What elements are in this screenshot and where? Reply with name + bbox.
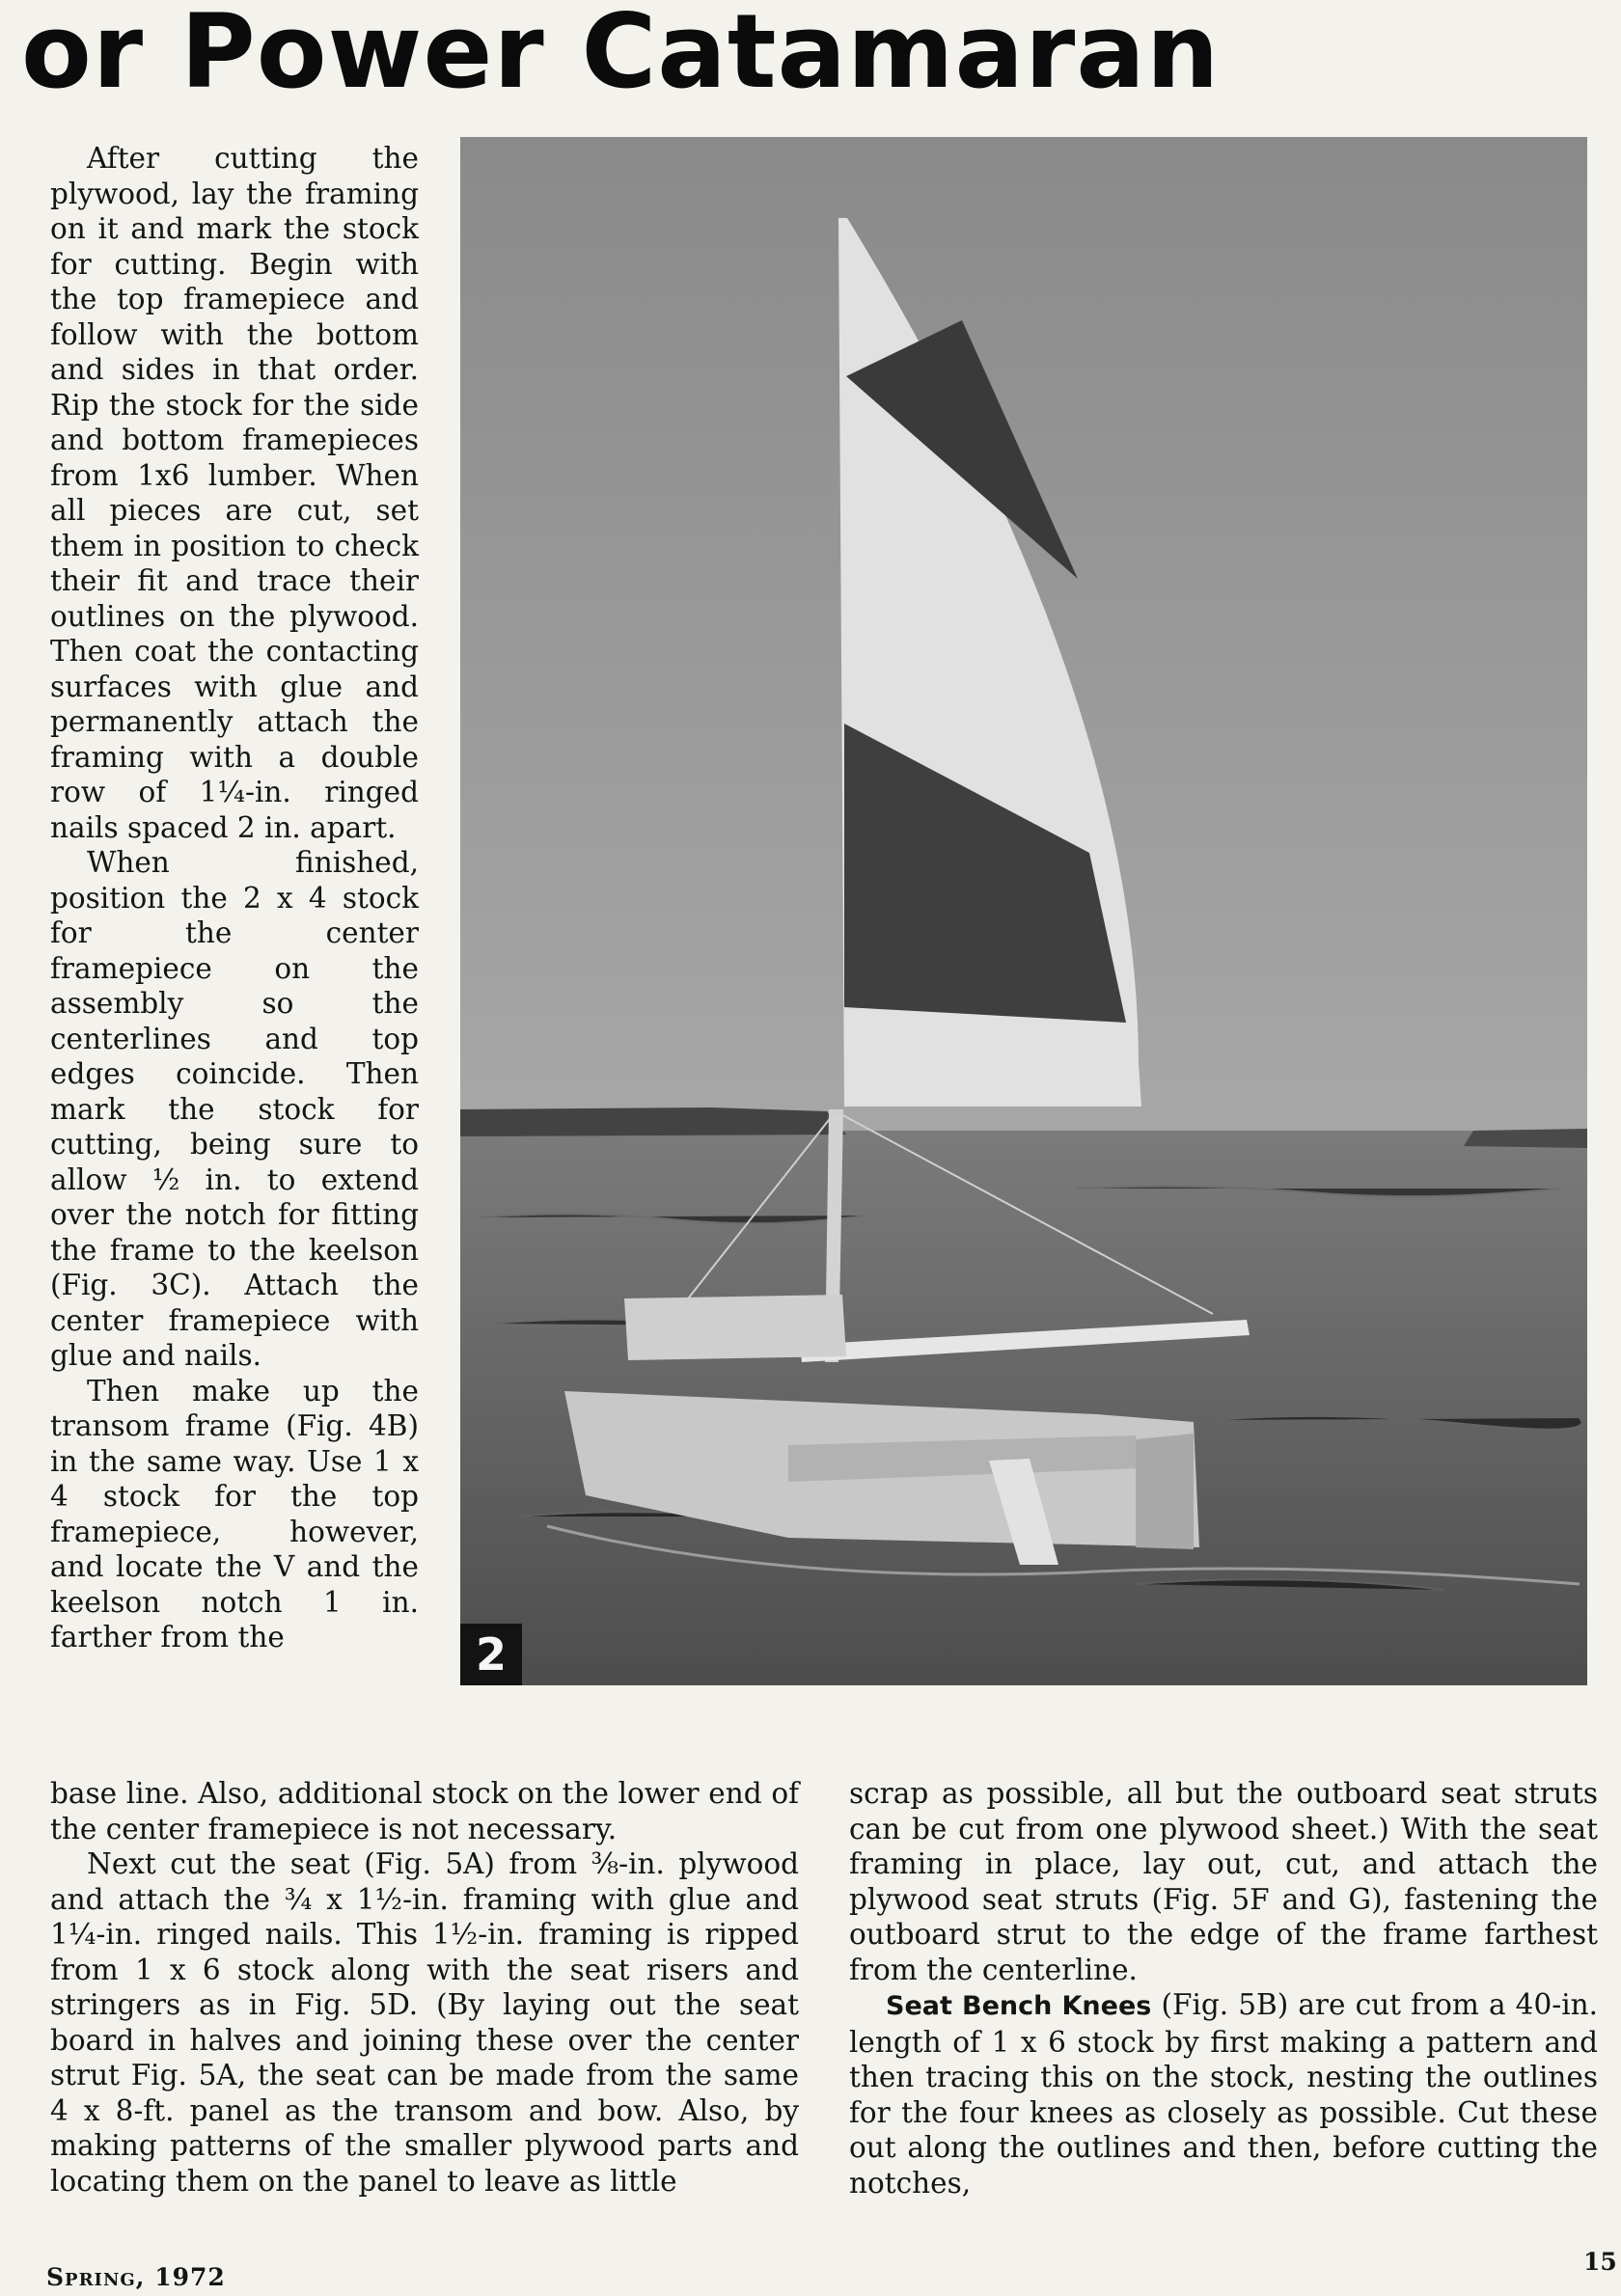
far-shoreline bbox=[1464, 1129, 1587, 1148]
paragraph bbox=[849, 1987, 1598, 2200]
issue-date: Spring, 1972 bbox=[46, 2263, 226, 2291]
paragraph: Next cut the seat (Fig. 5A) from ⅜-in. plywood and attach the ¾ x 1½-in. framing with glue and 1¼-in. ringed nails. This 1½-in. framing is ripped from 1 x 6 stock along with the seat risers and stringers as in Fig. 5D. (By laying out the seat board in halves and joining these over the center strut Fig. 5A, the seat can be made from the same 4 x 8-ft. panel as the transom and bow. Also, by making patterns of the smaller plywood parts and locating them on the panel to leave as little bbox=[50, 1847, 799, 2198]
far-shoreline bbox=[460, 1107, 846, 1136]
left-column bbox=[50, 141, 419, 1655]
paragraph: base line. Also, additional stock on the lower end of the center framepiece is not necessary. bbox=[50, 1777, 799, 1845]
page-number: 15 bbox=[1583, 2248, 1617, 2276]
paragraph: scrap as possible, all but the outboard seat struts can be cut from one plywood sheet.) With the seat framing in place, lay out, cut, and attach the plywood seat struts (Fig. 5F and G), fastening the outboard strut to the edge of the frame farthest from the centerline. bbox=[849, 1777, 1598, 1986]
stern-hull bbox=[1136, 1434, 1194, 1549]
catamaran-illustration bbox=[460, 137, 1587, 1685]
sailor bbox=[624, 1295, 846, 1360]
paragraph: Then make up the transom frame (Fig. 4B) in the same way. Use 1 x 4 stock for the top framepiece, however, and locate the V and the keelson notch 1 in. farther from the bbox=[50, 1374, 419, 1654]
paragraph: When finished, position the 2 x 4 stock for the center framepiece on the assembly so the centerlines and top edges coincide. Then mark the stock for cutting, being sure to allow ½ in. to extend over the notch for fitting the frame to the keelson (Fig. 3C). Attach the center framepiece with glue and nails. bbox=[50, 846, 419, 1372]
figure-number-badge: 2 bbox=[460, 1624, 522, 1685]
catamaran-photo bbox=[460, 137, 1587, 1685]
paragraph-body: (Fig. 5B) are cut from a 40-in. length of 1 x 6 stock by first making a pattern and then tracing this on the stock, nesting the outlines for the four knees as closely as possible. Cut these out along the outlines and then, before cutting the notches, bbox=[849, 1988, 1599, 2200]
subheading: Seat Bench Knees bbox=[886, 1991, 1152, 2021]
bottom-right-column bbox=[849, 1776, 1598, 2200]
paragraph: After cutting the plywood, lay the framing on it and mark the stock for cutting. Begin with the top framepiece and follow with the bottom and sides in that order. Rip the stock for the side and bottom framepieces from 1x6 lumber. When all pieces are cut, set them in position to check their fit and trace their outlines on the plywood. Then coat the contacting surfaces with glue and permanently attach the framing with a double row of 1¼-in. ringed nails spaced 2 in. apart. bbox=[50, 142, 419, 844]
bottom-left-column bbox=[50, 1776, 799, 2199]
headline: or Power Catamaran bbox=[21, 0, 1221, 111]
